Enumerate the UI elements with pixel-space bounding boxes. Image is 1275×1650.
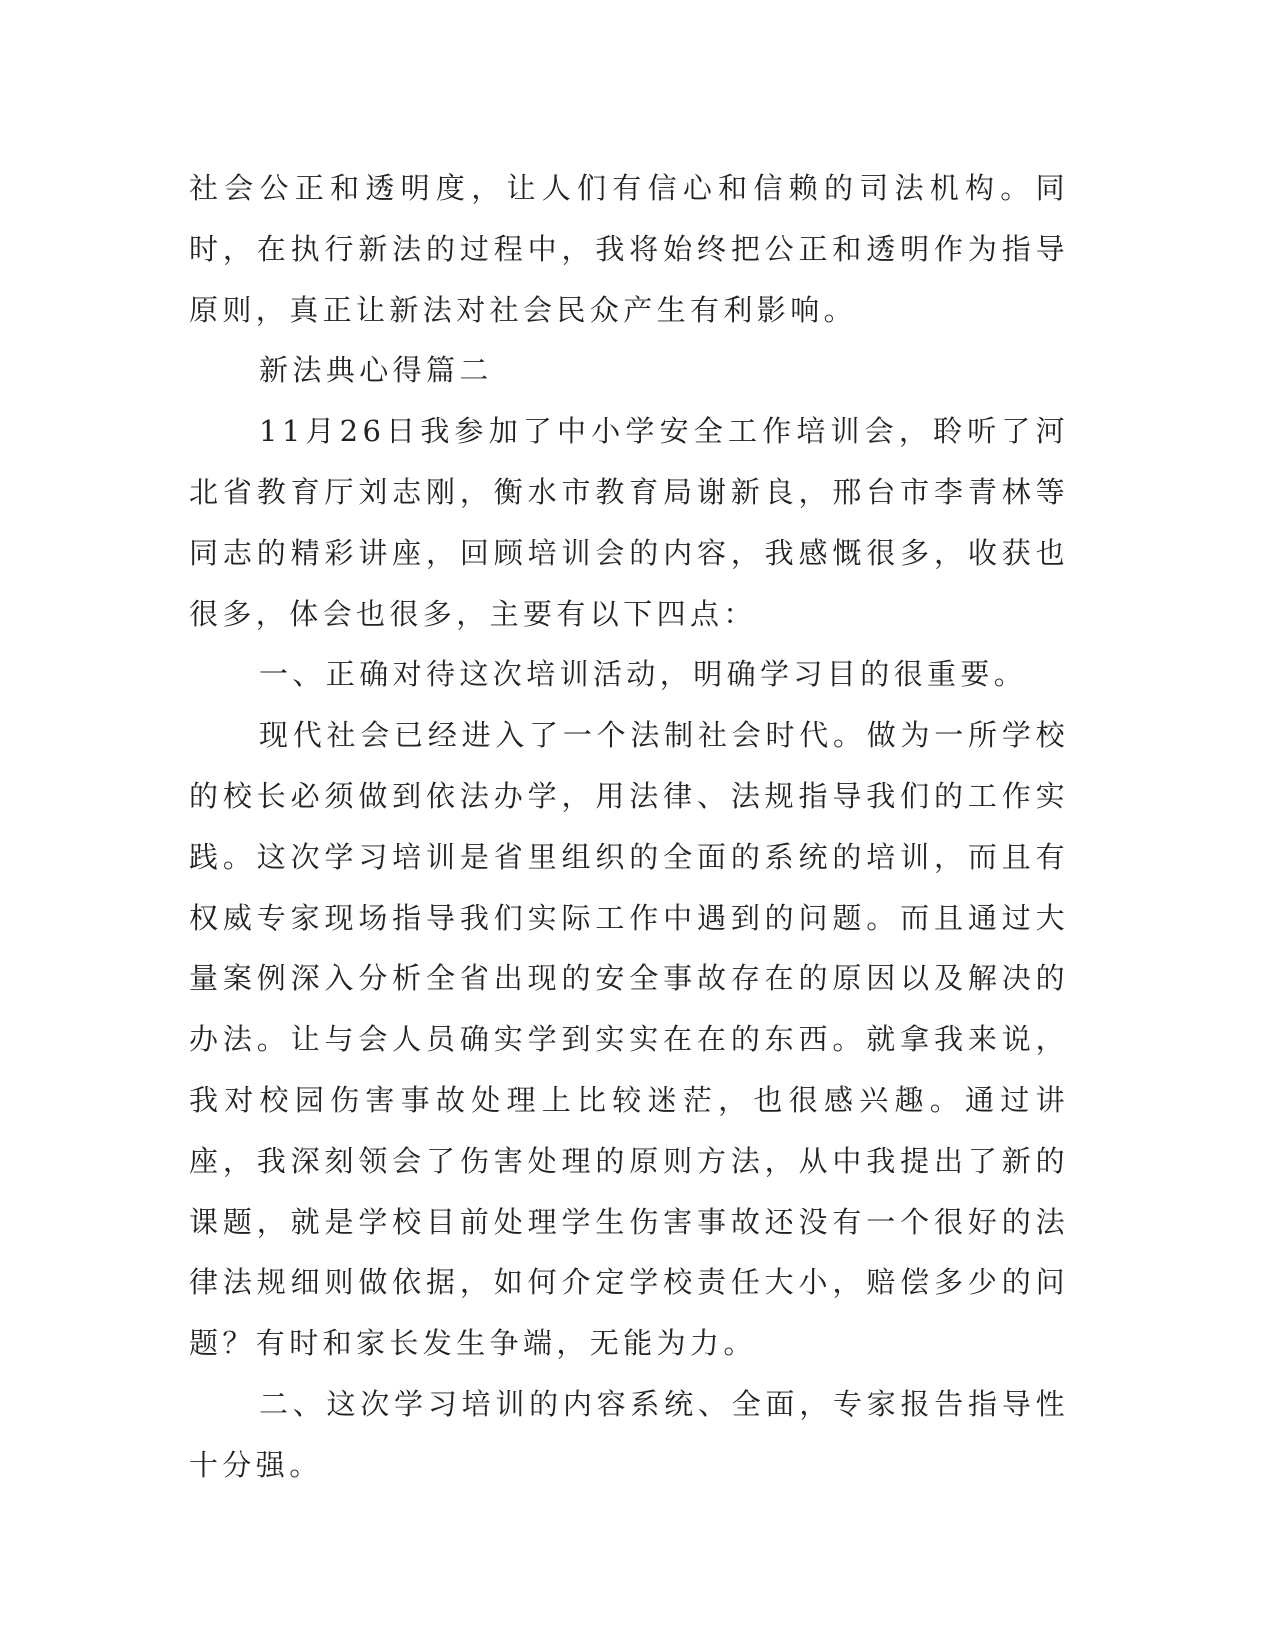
paragraph-continuation: 社会公正和透明度，让人们有信心和信赖的司法机构。同时，在执行新法的过程中，我将始终把公正和透明作为指导原则，真正让新法对社会民众产生有利影响。 xyxy=(189,171,1069,327)
section-heading: 新法典心得篇二 xyxy=(259,353,493,388)
point-one-heading: 一、正确对待这次培训活动，明确学习目的很重要。 xyxy=(259,657,1028,692)
document-body xyxy=(189,158,1069,1496)
paragraph-intro: 11月26日我参加了中小学安全工作培训会，聆听了河北省教育厅刘志刚，衡水市教育局谢新良，邢台市李青林等同志的精彩讲座，回顾培训会的内容，我感慨很多，收获也很多，体会也很多，主要有以下四点： xyxy=(189,414,1069,631)
point-two-heading: 二、这次学习培训的内容系统、全面，专家报告指导性十分强。 xyxy=(189,1386,1069,1482)
paragraph-point-one: 现代社会已经进入了一个法制社会时代。做为一所学校的校长必须做到依法办学，用法律、法规指导我们的工作实践。这次学习培训是省里组织的全面的系统的培训，而且有权威专家现场指导我们实际工作中遇到的问题。而且通过大量案例深入分析全省出现的安全事故存在的原因以及解决的办法。让与会人员确实学到实实在在的东西。就拿我来说，我对校园伤害事故处理上比较迷茫，也很感兴趣。通过讲座，我深刻领会了伤害处理的原则方法，从中我提出了新的课题，就是学校目前处理学生伤害事故还没有一个很好的法律法规细则做依据，如何介定学校责任大小，赔偿多少的问题？有时和家长发生争端，无能为力。 xyxy=(189,718,1069,1361)
